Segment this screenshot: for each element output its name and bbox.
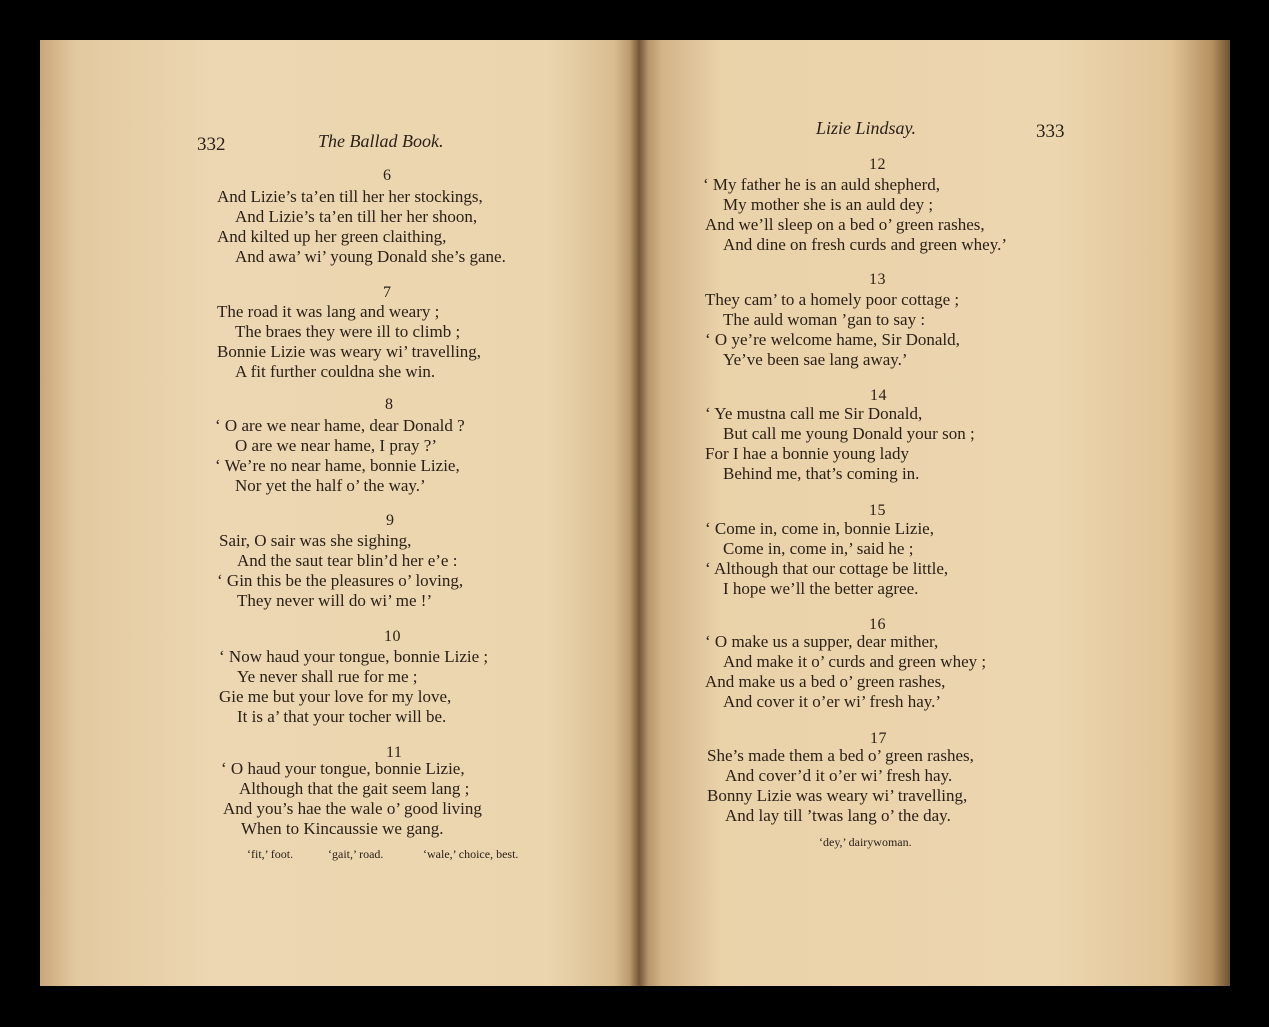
- verse-line: Come in, come in,’ said he ;: [723, 539, 914, 558]
- verse-line: ‘ O are we near hame, dear Donald ?: [215, 416, 465, 435]
- verse-line: ‘ O ye’re welcome hame, Sir Donald,: [705, 330, 960, 349]
- stanza-number: 17: [870, 730, 887, 747]
- verse-line: And dine on fresh curds and green whey.’: [723, 235, 1008, 254]
- verse-line: She’s made them a bed o’ green rashes,: [707, 746, 974, 765]
- stanza-number: 14: [870, 387, 887, 404]
- left-page: [40, 40, 638, 986]
- verse-line: The auld woman ’gan to say :: [723, 310, 926, 329]
- verse-line: It is a’ that your tocher will be.: [237, 707, 447, 726]
- page-number: 333: [1036, 121, 1065, 142]
- stanza-number: 10: [384, 628, 401, 645]
- verse-line: They cam’ to a homely poor cottage ;: [705, 290, 960, 309]
- verse-line: ‘ O make us a supper, dear mither,: [705, 632, 939, 651]
- verse-line: And you’s hae the wale o’ good living: [223, 799, 482, 818]
- verse-line: ‘ My father he is an auld shepherd,: [703, 175, 940, 194]
- stanza-number: 9: [386, 512, 395, 529]
- footnote: ‘wale,’ choice, best.: [423, 847, 519, 861]
- stanza-number: 8: [385, 396, 394, 413]
- verse-line: And we’ll sleep on a bed o’ green rashes,: [705, 215, 985, 234]
- verse-line: Bonny Lizie was weary wi’ travelling,: [707, 786, 968, 805]
- stanza-number: 12: [869, 156, 886, 173]
- verse-line: And make it o’ curds and green whey ;: [723, 652, 987, 671]
- verse-line: Although that the gait seem lang ;: [239, 779, 470, 798]
- verse-line: ‘ Although that our cottage be little,: [705, 559, 949, 578]
- verse-line: The braes they were ill to climb ;: [235, 322, 461, 341]
- footnote: ‘dey,’ dairywoman.: [819, 835, 912, 849]
- running-title: Lizie Lindsay.: [816, 118, 917, 138]
- verse-line: ‘ O haud your tongue, bonnie Lizie,: [221, 759, 465, 778]
- verse-line: The road it was lang and weary ;: [217, 302, 440, 321]
- verse-line: And lay till ’twas lang o’ the day.: [725, 806, 951, 825]
- verse-line: My mother she is an auld dey ;: [723, 195, 934, 214]
- verse-line: They never will do wi’ me !’: [237, 591, 433, 610]
- verse-line: Bonnie Lizie was weary wi’ travelling,: [217, 342, 482, 361]
- verse-line: ‘ We’re no near hame, bonnie Lizie,: [215, 456, 460, 475]
- verse-line: When to Kincaussie we gang.: [241, 819, 444, 838]
- verse-line: ‘ Gin this be the pleasures o’ loving,: [217, 571, 464, 590]
- stanza-number: 7: [383, 284, 392, 301]
- running-title: The Ballad Book.: [318, 131, 444, 151]
- stanza-number: 11: [386, 744, 403, 761]
- page-number: 332: [197, 134, 226, 155]
- verse-line: And cover’d it o’er wi’ fresh hay.: [725, 766, 953, 785]
- verse-line: Ye never shall rue for me ;: [237, 667, 418, 686]
- right-page: [638, 40, 1230, 986]
- open-book: [40, 40, 1230, 986]
- verse-line: ‘ Come in, come in, bonnie Lizie,: [705, 519, 934, 538]
- verse-line: Gie me but your love for my love,: [219, 687, 452, 706]
- verse-line: ‘ Now haud your tongue, bonnie Lizie ;: [219, 647, 489, 666]
- verse-line: Nor yet the half o’ the way.’: [235, 476, 426, 495]
- verse-line: For I hae a bonnie young lady: [705, 444, 909, 463]
- verse-line: And Lizie’s ta’en till her her shoon,: [235, 207, 478, 226]
- stanza-number: 6: [383, 167, 392, 184]
- verse-line: And cover it o’er wi’ fresh hay.’: [723, 692, 942, 711]
- verse-line: And the saut tear blin’d her e’e :: [237, 551, 458, 570]
- verse-line: Behind me, that’s coming in.: [723, 464, 920, 483]
- verse-line: And kilted up her green claithing,: [217, 227, 447, 246]
- verse-line: I hope we’ll the better agree.: [723, 579, 919, 598]
- stanza-number: 13: [869, 271, 886, 288]
- verse-line: And awa’ wi’ young Donald she’s gane.: [235, 247, 506, 266]
- footnote: ‘gait,’ road.: [328, 847, 384, 861]
- verse-line: ‘ Ye mustna call me Sir Donald,: [705, 404, 923, 423]
- stanza-number: 16: [869, 616, 886, 633]
- verse-line: Ye’ve been sae lang away.’: [723, 350, 908, 369]
- book-gutter: [630, 40, 648, 986]
- footnote: ‘fit,’ foot.: [247, 847, 294, 861]
- verse-line: And make us a bed o’ green rashes,: [705, 672, 946, 691]
- stanza-number: 15: [869, 502, 886, 519]
- verse-line: A fit further couldna she win.: [235, 362, 436, 381]
- verse-line: And Lizie’s ta’en till her her stockings,: [217, 187, 483, 206]
- verse-line: But call me young Donald your son ;: [723, 424, 975, 443]
- verse-line: Sair, O sair was she sighing,: [219, 531, 412, 550]
- verse-line: O are we near hame, I pray ?’: [235, 436, 437, 455]
